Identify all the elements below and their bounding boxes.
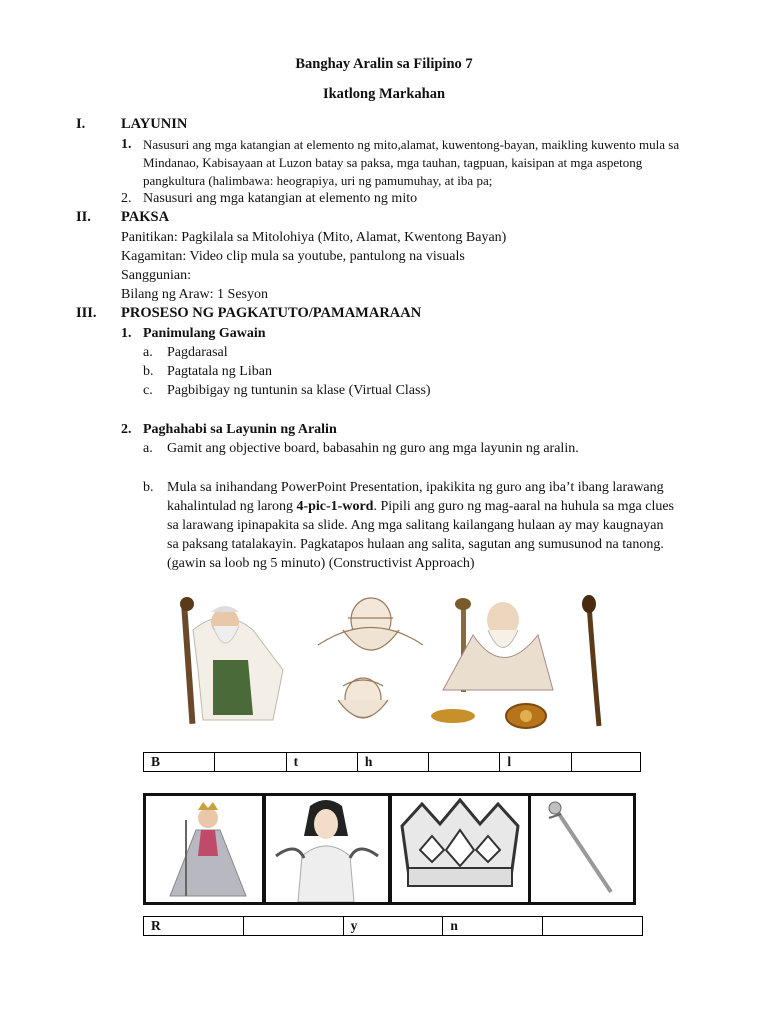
objective-1-number: 1. (121, 137, 132, 152)
objective-1-line-1: Nasusuri ang mga katangian at elemento ng mito,alamat, kuwentong-bayan, maikling kuwento mula sa (143, 137, 680, 152)
materials-line: Kagamitan: Video clip mula sa youtube, pantulong na visuals (121, 249, 465, 264)
step-2-item-b-line-4: sa paksang tatalakayin. Pagkatapos hulaan ang salita, sagutan ang sumusunod na tanong. (167, 537, 664, 552)
days-line: Bilang ng Araw: 1 Sesyon (121, 287, 268, 302)
step-2-item-b-line-1: Mula sa inihandang PowerPoint Presentation, ipakikita ng guro ang iba’t ibang larawang (167, 480, 664, 495)
step-2-item-b-line-5: (gawin sa loob ng 5 minuto) (Constructivist Approach) (167, 556, 475, 571)
section-3-number: III. (76, 305, 97, 321)
line-2-prefix: kahalintulad ng larong (167, 499, 297, 514)
objective-1-line-2: Mindanao, Kabisayaan at Luzon batay sa paksa, mga tauhan, tagpuan, kaisipan at mga aspetong (143, 155, 643, 170)
step-1-number: 1. (121, 326, 132, 341)
letter-cell: h (357, 753, 428, 772)
old-man-robe-image (180, 597, 283, 724)
answer-grid-1 (143, 752, 641, 772)
step-1-item-b: Pagtatala ng Liban (167, 364, 272, 379)
line-2-suffix: . Pipili ang guro ng mag-aaral na huhula sa mga clues (373, 499, 674, 514)
section-2-number: II. (76, 209, 91, 225)
objective-1-line-3: pangkultura (halimbawa: heograpiya, uri ng pamumuhay, at iba pa; (143, 173, 493, 188)
document-title: Banghay Aralin sa Filipino 7 (295, 56, 473, 72)
clue-images-1 (143, 590, 640, 732)
objective-2-number: 2. (121, 191, 132, 206)
answer-grid-2 (143, 916, 643, 936)
step-2-item-a-letter: a. (143, 441, 153, 456)
game-name: 4-pic-1-word (296, 499, 374, 514)
section-3-heading: PROSESO NG PAGKATUTO/PAMAMARAAN (121, 305, 422, 321)
queen-figure-image (143, 793, 265, 905)
letter-cell: R (144, 917, 244, 936)
step-2-item-b-line-3: sa larawang ipinapakita sa slide. Ang mga salitang kailangang hulaan ay may kaugnayan (167, 518, 664, 533)
section-2-heading: PAKSA (121, 209, 170, 225)
section-1-number: I. (76, 116, 86, 132)
scepter-image (528, 793, 636, 905)
document-subtitle: Ikatlong Markahan (322, 86, 446, 102)
step-2-item-b-letter: b. (143, 480, 154, 495)
letter-cell (243, 917, 343, 936)
letter-cell (571, 753, 640, 772)
small-face-sketch (338, 678, 388, 718)
topic-line: Panitikan: Pagkilala sa Mitolohiya (Mito, Alamat, Kwentong Bayan) (121, 230, 507, 245)
letter-cell (543, 917, 643, 936)
step-1-item-b-letter: b. (143, 364, 154, 379)
letter-cell: n (443, 917, 543, 936)
crown-image (389, 793, 531, 905)
sage-with-staff-image (443, 598, 553, 692)
step-2-item-b-line-2 (167, 497, 674, 516)
bearded-face-sketch (318, 598, 423, 650)
step-2-number: 2. (121, 422, 132, 437)
step-1-heading: Panimulang Gawain (143, 326, 266, 341)
step-1-item-a: Pagdarasal (167, 345, 228, 360)
reference-line: Sanggunian: (121, 268, 191, 283)
section-1-heading: LAYUNIN (121, 116, 188, 132)
step-2-heading: Paghahabi sa Layunin ng Aralin (143, 422, 337, 437)
letter-cell: l (500, 753, 571, 772)
letter-cell: B (144, 753, 215, 772)
objective-2-text: Nasusuri ang mga katangian at elemento ng mito (143, 191, 418, 206)
step-1-item-c: Pagbibigay ng tuntunin sa klase (Virtual Class) (167, 383, 431, 398)
wooden-staff-icon (582, 595, 599, 726)
letter-cell: y (343, 917, 443, 936)
step-1-item-a-letter: a. (143, 345, 153, 360)
letter-cell (215, 753, 286, 772)
golden-bowl-icon (431, 709, 475, 723)
step-2-item-a: Gamit ang objective board, babasahin ng guro ang mga layunin ng aralin. (167, 441, 579, 456)
letter-cell (429, 753, 500, 772)
step-1-item-c-letter: c. (143, 383, 153, 398)
princess-figure-image (263, 793, 391, 905)
letter-cell: t (286, 753, 357, 772)
